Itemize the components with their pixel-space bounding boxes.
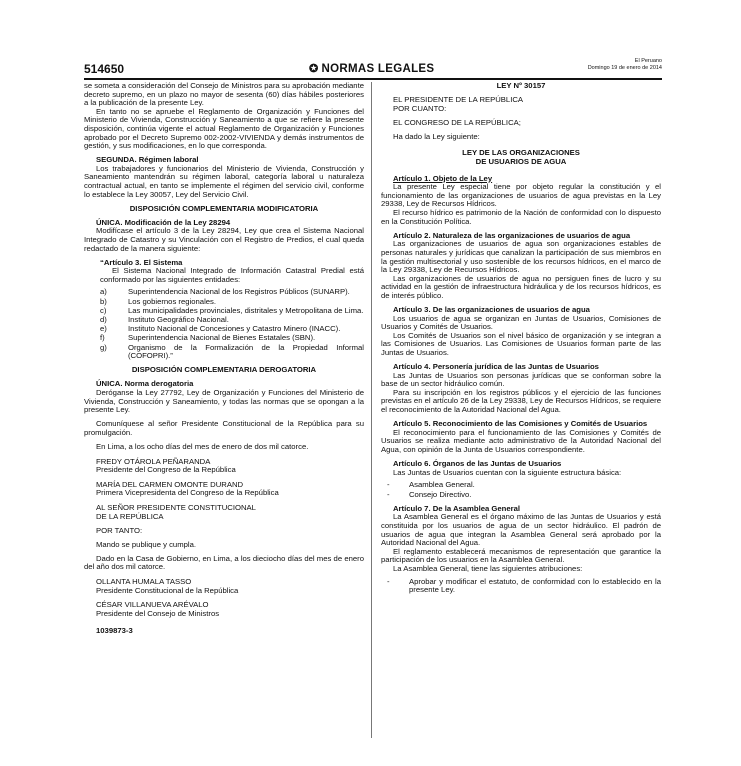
publication-name: El Peruano	[634, 58, 662, 64]
law-number: LEY Nº 30157	[496, 81, 546, 90]
star-icon: ✪	[309, 63, 319, 75]
left-column	[84, 82, 364, 636]
signatory-name: OLLANTA HUMALA TASSO	[96, 576, 192, 586]
addressee-line: DE LA REPÚBLICA	[96, 511, 164, 521]
paragraph: El Sistema Nacional Integrado de Información Catastral Predial está conformado por las siguientes entidades:	[100, 266, 364, 284]
document-code: 1039873-3	[96, 626, 133, 636]
signature-block	[84, 601, 364, 618]
header-rule	[84, 78, 662, 80]
list-item: f) Superintendencia Nacional de Bienes Estatales (SBN).	[100, 333, 316, 343]
right-column	[381, 82, 661, 596]
paragraph: Para su inscripción en los registros públicos y el ejercicio de las funciones previstas en el artículo 26 de la Ley 29338, Ley de Recursos Hídricos, se requiere el reconocimiento de la Autoridad Nacional del Agua.	[381, 387, 661, 414]
paragraph: Los Comités de Usuarios son el nivel básico de organización y se integran a las Comisiones de Usuarios. Las Comisiones de Usuarios forman parte de las Juntas de Usuarios.	[381, 330, 661, 357]
signature-block	[84, 578, 364, 595]
article-7-title: Artículo 7. De la Asamblea General	[393, 503, 521, 513]
signature-block	[84, 458, 364, 475]
paragraph: En tanto no se apruebe el Reglamento de Organización y Funciones del Ministerio de Vivienda, Construcción y Saneamiento a que se refiere la presente disposición, continúa vigente el actual Reglamento de Organización y Funciones aprobado por el Decreto Supremo 002-2002-VIVIENDA y demás instrumentos de gestión, y sus modificaciones, en lo que corresponda.	[84, 106, 364, 151]
paragraph: La presente Ley especial tiene por objeto regular la constitución y el funcionamiento de las organizaciones de usuarios de agua previstas en la Ley 29338, Ley de Recursos Hídricos.	[381, 182, 661, 209]
paragraph: se someta a consideración del Consejo de Ministros para su aprobación mediante decreto supremo, en un plazo no mayor de sesenta (60) días hábiles posteriores a la publicación de la presente Ley.	[84, 81, 364, 108]
section-heading-modificatoria: DISPOSICIÓN COMPLEMENTARIA MODIFICATORIA	[129, 203, 319, 213]
paragraph: Los trabajadores y funcionarios del Ministerio de Vivienda, Construcción y Saneamiento mantendrán su régimen laboral, categoría laboral u naturaleza contractual actual, en tanto se implemente el régimen del servicio civil, conforme lo establece la Ley 30057, Ley del Servicio Civil.	[84, 163, 364, 199]
list-item: a) Superintendencia Nacional de los Registros Públicos (SUNARP).	[100, 287, 350, 297]
por-tanto: POR TANTO:	[96, 525, 143, 535]
paragraph: Mando se publique y cumpla.	[96, 539, 196, 549]
law-title-line: DE USUARIOS DE AGUA	[475, 157, 567, 167]
list-item: e) Instituto Nacional de Concesiones y Catastro Minero (INACC).	[100, 324, 341, 334]
paragraph: Las organizaciones de usuarios de agua son organizaciones estables de personas naturales y jurídicas que canalizan la participación de sus miembros en la gestión multisectorial y uso sostenible de los recursos hídricos, en el marco de la Ley 29338, Ley de Recursos Hídricos.	[381, 239, 661, 275]
entities-list	[84, 288, 364, 360]
paragraph: Dado en la Casa de Gobierno, en Lima, a los dieciocho días del mes de enero del año dos mil catorce.	[84, 553, 364, 572]
publication-date: Domingo 19 de enero de 2014	[587, 65, 662, 71]
list-item: c) Las municipalidades provinciales, distritales y Metropolitana de Lima.	[100, 305, 364, 315]
congreso-line: EL CONGRESO DE LA REPÚBLICA;	[393, 117, 521, 127]
paragraph: El recurso hídrico es patrimonio de la Nación de conformidad con lo dispuesto en la Constitución Política.	[381, 208, 661, 226]
signatory-name: FREDY OTÁROLA PEÑARANDA	[96, 456, 211, 466]
article-1-title: Artículo 1. Objeto de la Ley	[393, 173, 493, 183]
list-item: d) Instituto Geográfico Nacional.	[100, 315, 229, 325]
list-item: - Consejo Directivo.	[387, 489, 472, 499]
presidente-line: EL PRESIDENTE DE LA REPÚBLICA	[393, 95, 524, 105]
page-number: 514650	[84, 62, 125, 76]
normas-legales-logo	[309, 62, 434, 75]
presidente-block	[381, 96, 661, 113]
law-title-line: LEY DE LAS ORGANIZACIONES	[462, 148, 580, 158]
list-item: g) Organismo de la Formalización de la Propiedad Informal (COFOPRI).”	[100, 342, 364, 361]
paragraph: El reglamento establecerá mecanismos de representación que garantice la participación de los usuarios en la Asamblea General.	[381, 546, 661, 565]
section-heading-derogatoria: DISPOSICIÓN COMPLEMENTARIA DEROGATORIA	[131, 365, 317, 375]
paragraph: Las Juntas de Usuarios cuentan con la siguiente estructura básica:	[393, 467, 622, 477]
paragraph: El reconocimiento para el funcionamiento de las Comisiones y Comités de Usuarios se realiza mediante acto administrativo de la Autoridad Nacional del Agua, con opinión de la Junta de Usuarios correspondiente.	[381, 427, 661, 454]
signatory-role: Presidente Constitucional de la República	[96, 585, 239, 595]
signatory-name: MARÍA DEL CARMEN OMONTE DURAND	[96, 479, 244, 489]
list-item: b) Los gobiernos regionales.	[100, 296, 217, 306]
addressee-block	[84, 504, 364, 521]
article-3-title: Artículo 3. De las organizaciones de usuarios de agua	[393, 304, 590, 314]
article-3-title: “Artículo 3. El Sistema	[100, 257, 183, 267]
paragraph: La Asamblea General, tiene las siguientes atribuciones:	[393, 564, 583, 573]
unica-modificacion-title: ÚNICA. Modificación de la Ley 28294	[96, 217, 231, 227]
paragraph: Comuníquese al señor Presidente Constitucional de la República para su promulgación.	[84, 419, 364, 437]
article-2-title: Artículo 2. Naturaleza de las organizaciones de usuarios de agua	[393, 230, 631, 240]
paragraph: Las Juntas de Usuarios son personas jurídicas que se conforman sobre la base de un sector hidráulico común.	[381, 370, 661, 389]
signature-block	[84, 481, 364, 498]
paragraph: Los usuarios de agua se organizan en Juntas de Usuarios, Comisiones de Usuarios y Comités de Usuarios.	[381, 313, 661, 332]
paragraph: Deróganse la Ley 27792, Ley de Organización y Funciones del Ministerio de Vivienda, Construcción y Saneamiento, y todas las normas que se opongan a la presente Ley.	[84, 387, 364, 415]
law-title	[381, 149, 661, 166]
article-6-title: Artículo 6. Órganos de las Juntas de Usuarios	[393, 458, 562, 468]
unica-derogatoria-title: ÚNICA. Norma derogatoria	[96, 379, 194, 389]
segunda-title: SEGUNDA. Régimen laboral	[96, 155, 199, 165]
paragraph: Las organizaciones de usuarios de agua no persiguen fines de lucro y su actividad en la gestión de infraestructura hidráulica y de los recursos hídricos, es de interés público.	[381, 273, 661, 300]
publication-info	[588, 58, 662, 72]
logo-text: NORMAS LEGALES	[321, 63, 435, 75]
page-header	[84, 60, 662, 80]
signatory-name: CÉSAR VILLANUEVA ARÉVALO	[96, 600, 209, 610]
column-divider	[371, 82, 372, 738]
presidente-line: POR CUANTO:	[393, 103, 447, 113]
addressee-line: AL SEÑOR PRESIDENTE CONSTITUCIONAL	[96, 502, 256, 512]
attributions-list	[381, 578, 661, 595]
organs-list	[381, 481, 661, 499]
article-5-title: Artículo 5. Reconocimiento de las Comisiones y Comités de Usuarios	[393, 419, 648, 429]
paragraph: La Asamblea General es el órgano máximo de las Juntas de Usuarios y está constituida por los usuarios de agua de un sector hidráulico. El padrón de usuarios de agua que integran la Asamblea General será aprobado por la Autoridad Nacional del Agua.	[381, 512, 661, 548]
paragraph: En Lima, a los ocho días del mes de enero de dos mil catorce.	[96, 441, 309, 451]
list-item: - Asamblea General.	[387, 480, 475, 490]
signatory-role: Presidente del Congreso de la República	[96, 465, 236, 475]
signatory-role: Primera Vicepresidenta del Congreso de la República	[96, 488, 279, 498]
ha-dado-line: Ha dado la Ley siguiente:	[393, 131, 480, 141]
list-item: - Aprobar y modificar el estatuto, de conformidad con lo establecido en la presente Ley.	[387, 576, 661, 595]
paragraph: Modifícase el artículo 3 de la Ley 28294, Ley que crea el Sistema Nacional Integrado de Catastro y su Vinculación con el Registro de Predios, el cual queda redactado de la manera siguiente:	[84, 226, 364, 253]
article-4-title: Artículo 4. Personería jurídica de las Juntas de Usuarios	[393, 362, 599, 372]
signatory-role: Presidente del Consejo de Ministros	[96, 608, 220, 618]
